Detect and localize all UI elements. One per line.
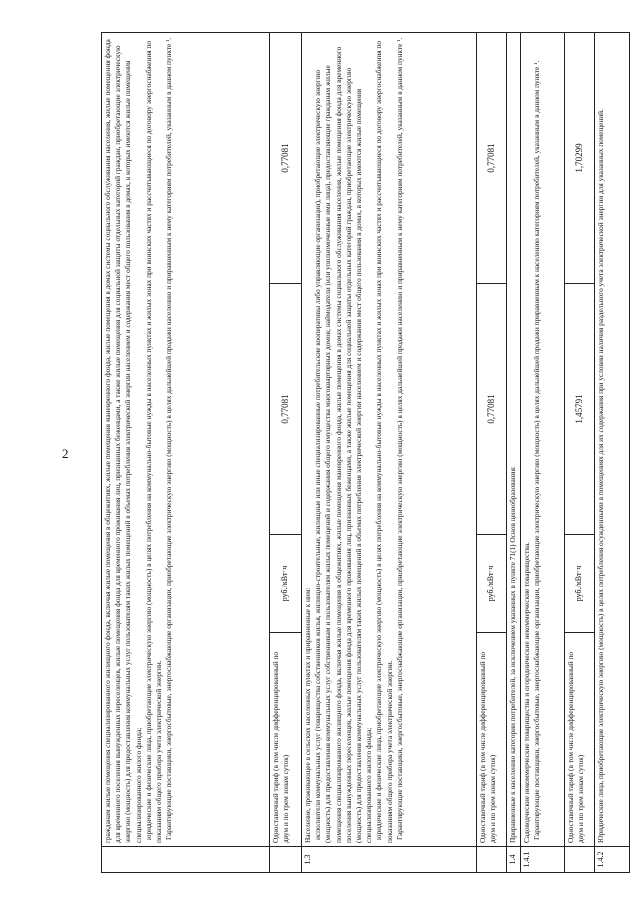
row-number: 1.4.1 xyxy=(521,847,565,873)
description-paragraph: Гарантирующие поставщики, энергосбытовые, энергоснабжающие организации, приобретающие электрическую энергию (мощность) в целях дальнейшей продажи населению и приравненным к нему категориям потребителей, указанным в данном пункте ¹. xyxy=(164,37,174,840)
row-description xyxy=(102,32,270,846)
value-second-half: 0,77081 xyxy=(270,32,302,283)
tariff-label: Одноставочный тариф (в том числе дифференцированный по двум и по трем зонам суток) xyxy=(477,633,507,847)
row-number xyxy=(565,847,595,873)
tariff-label: Одноставочный тариф (в том числе дифференцированный по двум и по трем зонам суток) xyxy=(270,633,302,847)
description-paragraph: Садоводческие некоммерческие товарищества и огороднические некоммерческие товарищества. xyxy=(522,542,531,843)
table-row xyxy=(595,32,630,872)
description-paragraph: Гарантирующие поставщики, энергосбытовые, энергоснабжающие организации, приобретающие электрическую энергию (мощность) в целях дальнейшей продажи приравненным к населению категориям потребителей, указанным в данном пункте ¹. xyxy=(532,60,542,840)
value-first-half: 0,77081 xyxy=(477,284,507,535)
page-number: 2 xyxy=(62,446,69,461)
description-paragraph: исполнители коммунальных услуг (товарищества собственников жилья, жилищно-строительные, жилищные или иные специализированные потребительские кооперативы либо управляющие организации), приобретающие электрическую энергию (мощность) для предоставления коммунальных услуг собственникам и пользователям жилых помещений и содержания общего имущества многоквартирных домов; наймодатели (или уполномоченные ими лица), предоставляющие гражданам жилые помещения специализированного жилищного фонда, включая жилые помещения в общежитиях, жилые помещения маневренного фонда, жилые помещения в домах системы социального обслуживания населения, жилые помещения фонда для временного поселения вынужденных переселенцев, жилые помещения фонда для временного проживания лиц, признанных беженцами, а также жилые помещения для социальной защиты отдельных категорий граждан, приобретающие электрическую энергию (мощность) для предоставления коммунальных услуг пользователям таких жилых помещений в объемах потребления электрической энергии населением и содержания мест общего пользования в домах, в которых имеются жилые помещения специализированного жилого фонда; xyxy=(313,46,374,843)
description-paragraph: юридические и физические лица, приобретающие электрическую энергию (мощность) в целях потребления на коммунально-бытовые нужды в населенных пунктах и жилых зонах при воинских частях и рассчитывающиеся по договору энергоснабжения по показаниям общего прибора учета электрической энергии. xyxy=(374,41,394,843)
row-number: 1.4 xyxy=(507,847,521,873)
rotated-table-wrapper xyxy=(101,33,629,873)
tariff-label: Одноставочный тариф (в том числе дифференцированный по двум и по трем зонам суток) xyxy=(565,633,595,847)
row-description xyxy=(521,32,565,846)
row-description xyxy=(302,32,477,846)
row-number xyxy=(102,847,270,873)
unit-cell: руб./кВт·ч xyxy=(270,535,302,633)
value-second-half: 0,77081 xyxy=(477,32,507,283)
table-row xyxy=(102,32,270,872)
value-first-half: 1,45791 xyxy=(565,284,595,535)
table-row xyxy=(270,32,302,872)
description-paragraph: юридические и физические лица, приобретающие электрическую энергию (мощность) в целях потребления на коммунально-бытовые нужды в населенных пунктах и жилых зонах при воинских частях и рассчитывающиеся по договору энергоснабжения по показаниям общего прибора учета электрической энергии. xyxy=(143,41,164,843)
unit-cell: руб./кВт·ч xyxy=(565,535,595,633)
row-number xyxy=(270,847,302,873)
row-description: Приравненные к населению категории потребителей, за исключением указанных в пункте 71(1) Основ ценообразования: xyxy=(507,32,521,846)
value-second-half: 1,70299 xyxy=(565,32,595,283)
table-row xyxy=(565,32,595,872)
tariff-table xyxy=(101,32,630,873)
description-paragraph: Гарантирующие поставщики, энергосбытовые, энергоснабжающие организации, приобретающие электрическую энергию (мощность) в целях дальнейшей продажи населению и приравненным к нему категориям потребителей, указанным в данном пункте ¹. xyxy=(394,37,404,840)
row-number xyxy=(477,847,507,873)
value-first-half: 0,77081 xyxy=(270,284,302,535)
unit-cell: руб./кВт·ч xyxy=(477,535,507,633)
table-row xyxy=(521,32,565,872)
description-paragraph: Население, проживающее в сельских населенных пунктах и приравненные к ним: xyxy=(303,587,312,843)
table-row xyxy=(477,32,507,872)
table-row xyxy=(507,32,521,872)
row-number: 1.3 xyxy=(302,847,477,873)
description-paragraph: гражданам жилые помещения специализированного жилищного фонда, включая жилые помещения в общежитиях, жилые помещения маневренного фонда, жилые помещения в домах системы социального обслуживания населения, жилые помещения фонда для временного поселения вынужденных переселенцев, жилые помещения фонда для временного проживания лиц, признанных беженцами, а также жилые помещения для социальной защиты отдельных категорий граждан, приобретающие электрическую энергию (мощность) для предоставления коммунальных услуг пользователям таких жилых помещений в объемах потребления электрической энергии населением и содержания мест общего пользования в домах, в которых имеются жилые помещения специализированного жилого фонда; xyxy=(103,39,143,843)
table-row xyxy=(302,32,477,872)
row-number: 1.4.2 xyxy=(595,847,630,873)
row-description: Юридические лица, приобретающие электрическую энергию (мощность) в целях потребления осужденными в помещениях для их содержания при условии наличия раздельного учета электрической энергии для указанных помещений. xyxy=(595,32,630,846)
